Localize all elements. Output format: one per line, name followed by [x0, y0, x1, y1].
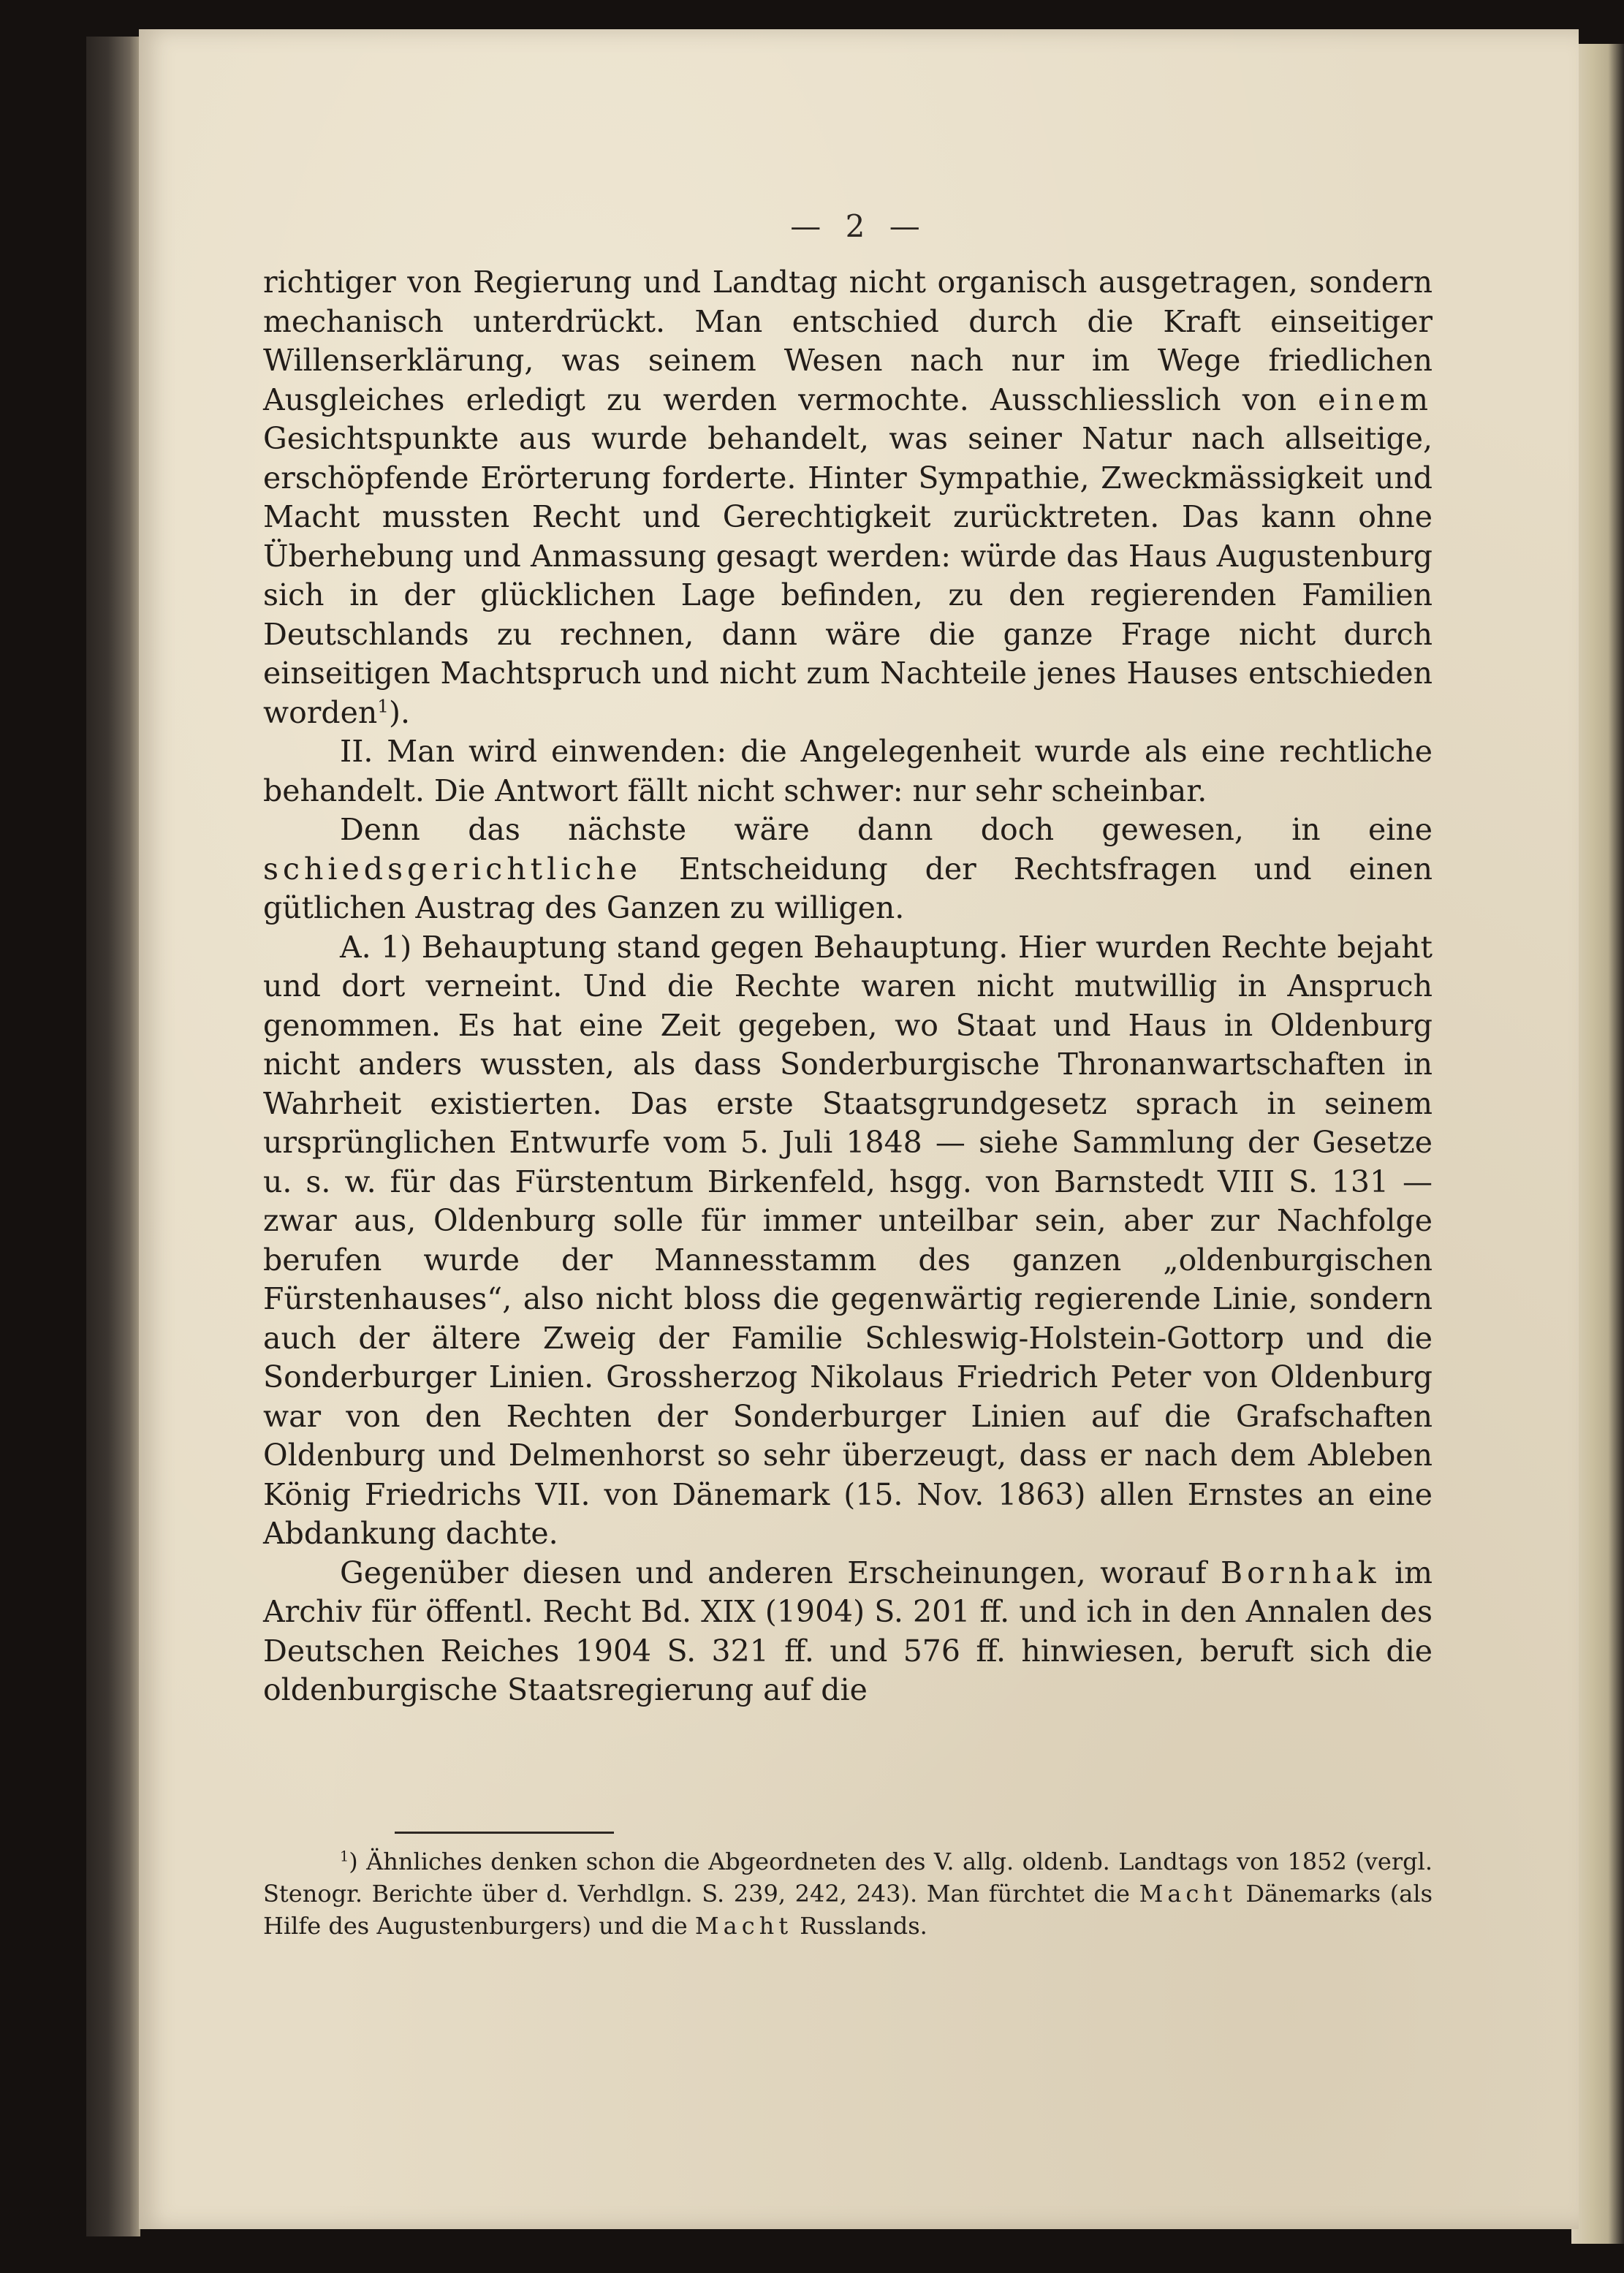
page-number: — 2 —: [790, 208, 927, 244]
emphasis-einem: einem: [1318, 382, 1433, 417]
footnote-ref-1: 1: [377, 694, 389, 716]
book-binding: [86, 37, 140, 2236]
emphasis-bornhak: Bornhak: [1221, 1555, 1381, 1590]
paragraph-1: richtiger von Regierung und Landtag nicht organisch ausgetragen, sondern mechanisch unterdrückt. Man entschied durch die Kraft einseitiger Willenserklärung, was seinem Wesen nach nur im Wege friedlichen Ausgleiches erledigt zu werden vermochte. Ausschliesslich von einem Gesichtspunkte aus wurde behandelt, was seiner Natur nach allseitige, erschöpfende Erörterung forderte. Hinter Sympathie, Zweckmässigkeit und Macht mussten Recht und Gerechtigkeit zurücktreten. Das kann ohne Überhebung und Anmassung gesagt werden: würde das Haus Augustenburg sich in der glücklichen Lage befinden, zu den regierenden Familien Deutschlands zu rechnen, dann wäre die ganze Frage nicht durch einseitigen Machtspruch und nicht zum Nachteile jenes Hauses entschieden worden$^1$).: [263, 265, 1433, 730]
page-edge: [1571, 44, 1624, 2244]
footnote: [263, 1845, 1433, 1942]
body-text: [263, 263, 1433, 1710]
paragraph-5: Gegenüber diesen und anderen Erscheinungen, worauf Bornhak im Archiv für öffentl. Recht Bd. XIX (1904) S. 201 ff. und ich in den Annalen des Deutschen Reiches 1904 S. 321 ff. und 576 ff. hinwiesen, beruft sich die oldenburgische Staatsregierung auf die: [263, 1555, 1433, 1707]
paragraph-2: II. Man wird einwenden: die Angelegenheit wurde als eine rechtliche behandelt. Die Antwort fällt nicht schwer: nur sehr scheinbar.: [263, 734, 1433, 808]
footnote-1: $^1$) Ähnliches denken schon die Abgeordneten des V. allg. oldenb. Landtags von 1852 (vergl. Stenogr. Berichte über d. Verhdlgn. S. 239, 242, 243). Man fürchtet die Macht Dänemarks (als Hilfe des Augustenburgers) und die Macht Russlands.: [263, 1848, 1433, 1940]
paragraph-3: Denn das nächste wäre dann doch gewesen, in eine schiedsgerichtliche Entscheidung der Rechtsfragen und einen gütlichen Austrag des Ganzen zu willigen.: [263, 812, 1433, 925]
footnote-rule: [395, 1832, 614, 1834]
emphasis-macht-2: Macht: [694, 1912, 793, 1940]
paragraph-4: A. 1) Behauptung stand gegen Behauptung. Hier wurden Rechte bejaht und dort verneint. Und die Rechte waren nicht mutwillig in Anspruch genommen. Es hat eine Zeit gegeben, wo Staat und Haus in Oldenburg nicht anders wussten, als dass Sonderburgische Thronanwartschaften in Wahrheit existierten. Das erste Staatsgrundgesetz sprach in seinem ursprünglichen Entwurfe vom 5. Juli 1848 — siehe Sammlung der Gesetze u. s. w. für das Fürstentum Birkenfeld, hsgg. von Barnstedt VIII S. 131 — zwar aus, Oldenburg solle für immer unteilbar sein, aber zur Nachfolge berufen wurde der Mannesstamm des ganzen „oldenburgischen Fürstenhauses“, also nicht bloss die gegenwärtig regierende Linie, sondern auch der ältere Zweig der Familie Schleswig-Holstein-Gottorp und die Sonderburger Linien. Grossherzog Nikolaus Friedrich Peter von Oldenburg war von den Rechten der Sonderburger Linien auf die Grafschaften Oldenburg und Delmenhorst so sehr überzeugt, dass er nach dem Ableben König Friedrichs VII. von Dänemark (15. Nov. 1863) allen Ernstes an eine Abdankung dachte.: [263, 929, 1433, 1551]
footnote-marker: 1: [340, 1848, 349, 1865]
emphasis-macht-1: Macht: [1139, 1880, 1237, 1908]
emphasis-schiedsgerichtliche: schiedsgerichtliche: [263, 851, 642, 887]
